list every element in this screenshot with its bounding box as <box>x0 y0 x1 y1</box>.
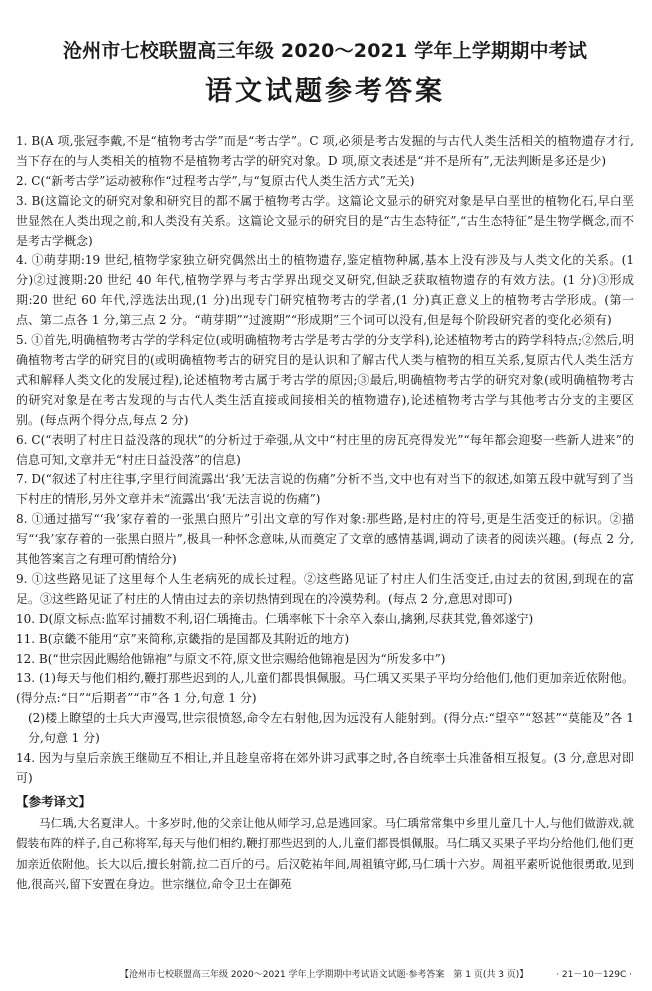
answer-item-12: 12. B(“世宗因此赐给他锦袍”与原文不符,原文世宗赐给他锦袍是因为“所发多中”) <box>16 651 446 666</box>
document-title: 语文试题参考答案 <box>205 76 445 107</box>
answer-item-9: 9. ①这些路见证了这里每个人生老病死的成长过程。②这些路见证了村庄人们生活变迁,由过去的贫困,到现在的富足。③这些路见证了村庄的人情由过去的亲切热情到现在的冷漠势利。(每点 2 分,意思对即可) <box>16 571 634 606</box>
answer-item-1: 1. B(A 项,张冠李戴,不是“植物考古学”而是“考古学”。C 项,必须是考古发掘的与古代人类生活相关的植物遗存才行,当下存在的与人类相关的植物不是植物考古学的研究对象。D 项,原文表述是“并不是所有”,无法判断是多还是少) <box>16 134 634 168</box>
footer-text: 【沧州市七校联盟高三年级 2020～2021 学年上学期期中考试语文试题·参考答案 第 1 页(共 3 页)】 <box>120 970 529 980</box>
answer-item-11: 11. B(京畿不能用“京”来简称,京畿指的是国都及其附近的地方) <box>16 631 350 646</box>
footer-code: · 21－10－129C · <box>556 970 632 980</box>
answer-item-14: 14. 因为与皇后亲族王继勋互不相让,并且趁皇帝将在郊外讲习武事之时,各自统率士兵准备相互报复。(3 分,意思对即可) <box>16 751 634 785</box>
answer-item-3: 3. B(这篇论文的研究对象和研究目的都不属于植物考古学。这篇论文显示的研究对象是早白垩世的植物化石,早白垩世显然在人类出现之前,和人类没有关系。这篇论文显示的研究目的是“古生态特征”,“古生态特征”是生物学概念,而不是考古学概念) <box>16 193 634 248</box>
page-footer <box>0 966 652 984</box>
answer-item-5: 5. ①首先,明确植物考古学的学科定位(或明确植物考古学是考古学的分支学科),论述植物考古的跨学科特点;②然后,明确植物考古学的研究目的(或明确植物考古的研究目的是认识和了解古代人类与植物的相互关系,复原古代人类生活方式和解释人类文化的发展过程),论述植物考古属于考古学的原因;③最后,明确植物考古学的研究对象(或明确植物考古的研究对象是在考古发现的与古代人类生活直接或间接相关的植物遗存),论述植物考古学与其他考古分支的主要区别。(每点两个得分点,每点 2 分) <box>16 333 634 427</box>
answer-item-4: 4. ①萌芽期:19 世纪,植物学家独立研究偶然出土的植物遗存,鉴定植物种属,基本上没有涉及与人类文化的关系。(1 分)②过渡期:20 世纪 40 年代,植物学界与考古学界出现交叉研究,但缺乏获取植物遗存的有效方法。(1 分)③形成期:20 世纪 60 年代,浮选法出现,(1 分)出现专门研究植物考古的学者,(1 分)真正意义上的植物考古学形成。(第一点、第二点各 1 分,第三点 2 分。“萌芽期”“过渡期”“形成期”三个词可以没有,但是每个阶段研究者的变化必须有) <box>16 253 634 328</box>
answer-item-8: 8. ①通过描写“‘我’家存着的一张黑白照片”引出文章的写作对象:那些路,是村庄的符号,更是生活变迁的标识。②描写“‘我’家存着的一张黑白照片”,极具一种怀念意味,从而奠定了文章的感情基调,调动了读者的阅读兴趣。(每点 2 分,其他答案言之有理可酌情给分) <box>16 512 634 567</box>
answer-list <box>16 132 634 789</box>
answer-item-2: 2. C(“新考古学”运动被称作“过程考古学”,与“复原古代人类生活方式”无关) <box>16 173 415 188</box>
answer-item-6: 6. C(“表明了村庄日益没落的现状”的分析过于牵强,从文中“村庄里的房瓦亮得发光”“每年都会迎娶一些新人进来”的信息可知,文章并无“村庄日益没落”的信息) <box>16 432 634 467</box>
answer-item-7: 7. D(“叙述了村庄往事,字里行间流露出‘我’无法言说的伤痛”分析不当,文中也有对当下的叙述,如第五段中就写到了当下村庄的情形,另外文章并未“流露出‘我’无法言说的伤痛”) <box>16 472 634 507</box>
answer-item-10: 10. D(原文标点:监军讨捕数不利,诏仁瑀掩击。仁瑀率帐下十余卒入泰山,擒猁,尽获其党,鲁郊遂宁) <box>16 611 534 626</box>
reference-translation-text: 马仁瑀,大名夏津人。十多岁时,他的父亲让他从师学习,总是逃回家。马仁瑀常常集中乡里儿童几十人,与他们做游戏,就假装布阵的样子,自己称将军,每天与他们相约,鞭打那些迟到的人,儿童们都畏惧佩服。马仁瑀又买果子平均分给他们,他们更加亲近依附他。长大以后,擅长射箭,拉二百斤的弓。后汉乾祐年间,周祖镇守邺,马仁瑀十六岁。周祖平素听说他很勇敢,见到他,很高兴,留下安置在身边。世宗继位,命令卫士在御苑 <box>16 815 634 892</box>
exam-title: 沧州市七校联盟高三年级 2020～2021 学年上学期期中考试 <box>62 40 588 62</box>
reference-translation-heading: 【参考译文】 <box>16 793 92 809</box>
answer-item-13-2: (2)楼上瞭望的士兵大声漫骂,世宗很愤怒,命令左右射他,因为远没有人能射到。(得分点:“望卒”“怒甚”“莫能及”各 1 分,句意 1 分) <box>28 711 634 746</box>
answer-item-13-1: 13. (1)每天与他们相约,鞭打那些迟到的人,儿童们都畏惧佩服。马仁瑀又买果子平均分给他们,他们更加亲近依附他。(得分点:“日”“后期者”“市”各 1 分,句意 1 分) <box>16 671 634 706</box>
